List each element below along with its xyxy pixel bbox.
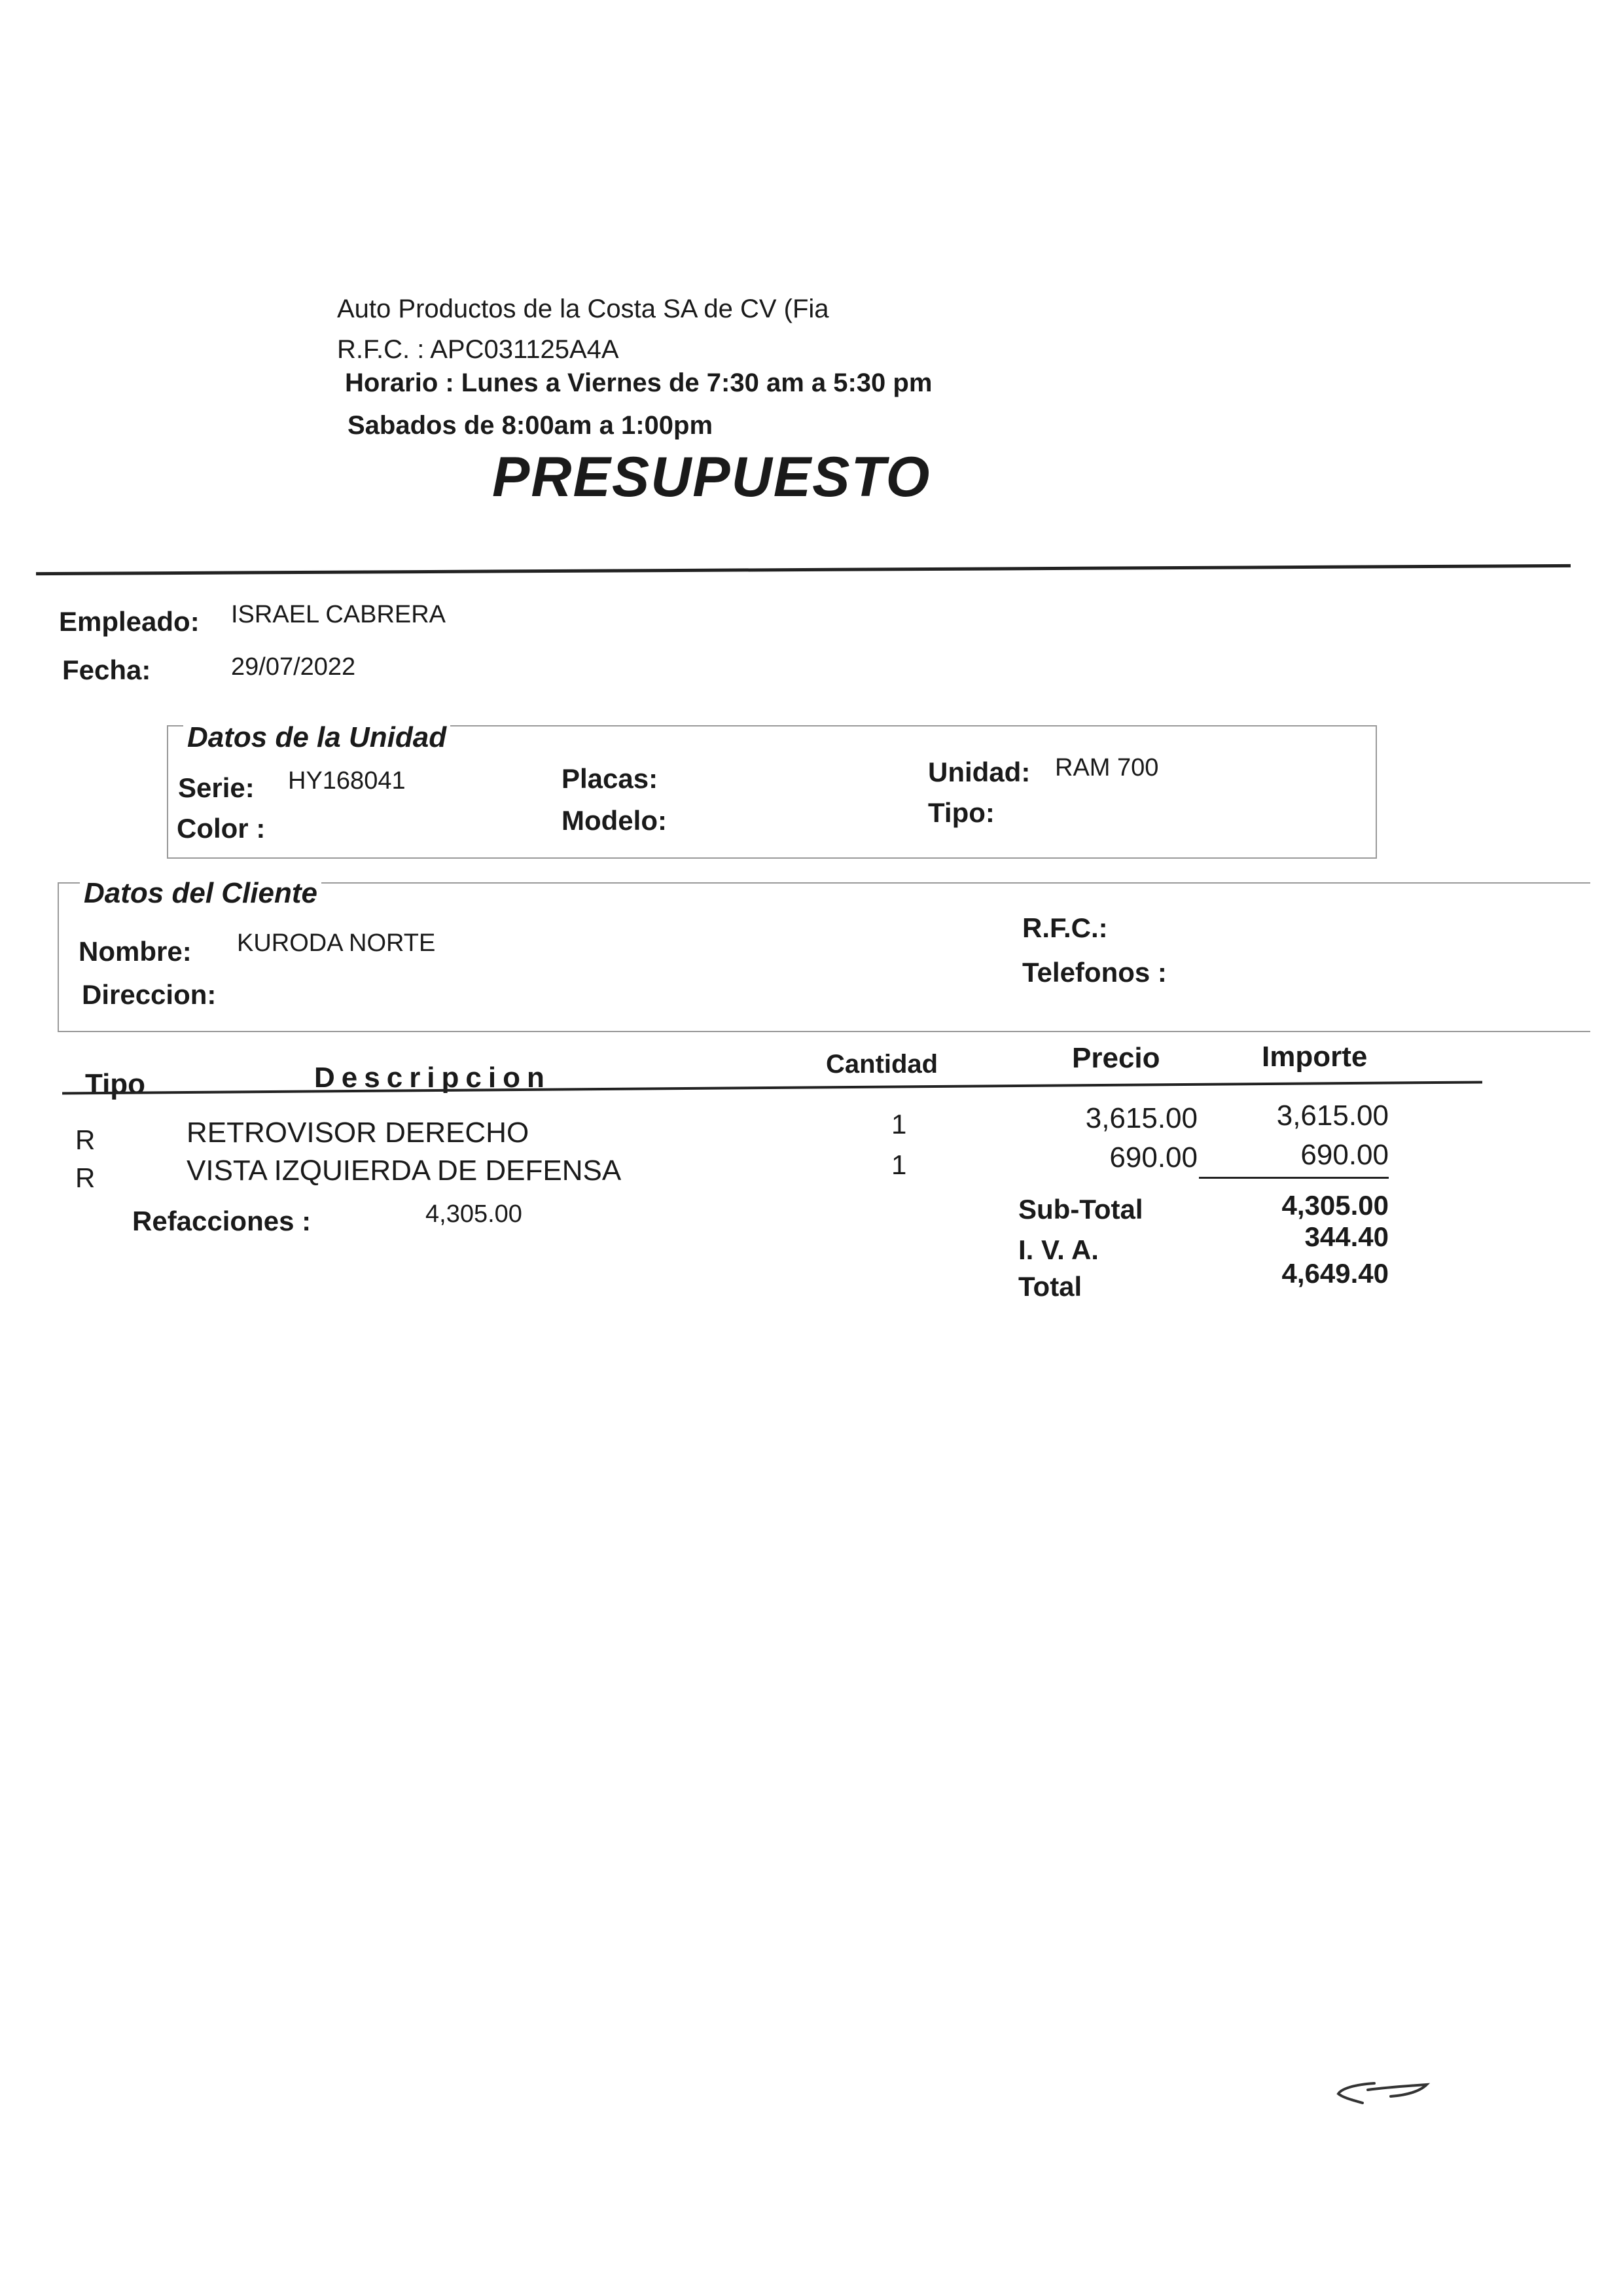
total-value: 4,649.40 <box>1281 1258 1389 1289</box>
telefonos-label: Telefonos : <box>1022 957 1167 988</box>
date-label: Fecha: <box>62 655 151 685</box>
row-importe: 690.00 <box>1300 1139 1389 1171</box>
col-header-precio: Precio <box>1072 1042 1160 1074</box>
modelo-label: Modelo: <box>562 805 667 836</box>
header-divider <box>36 564 1571 575</box>
unidad-value: RAM 700 <box>1055 754 1159 781</box>
row-descripcion: RETROVISOR DERECHO <box>187 1117 529 1149</box>
nombre-value: KURODA NORTE <box>237 929 436 957</box>
direccion-label: Direccion: <box>82 979 217 1010</box>
company-name: Auto Productos de la Costa SA de CV (Fia <box>337 295 829 323</box>
unidad-label: Unidad: <box>928 757 1031 787</box>
employee-value: ISRAEL CABRERA <box>231 601 446 628</box>
row-tipo: R <box>75 1124 96 1155</box>
row-cantidad: 1 <box>891 1149 907 1180</box>
serie-value: HY168041 <box>288 767 406 795</box>
placas-label: Placas: <box>562 763 658 794</box>
unit-section-title: Datos de la Unidad <box>183 721 450 754</box>
row-precio: 690.00 <box>1109 1141 1198 1174</box>
date-value: 29/07/2022 <box>231 653 356 681</box>
refacciones-label: Refacciones : <box>132 1206 312 1236</box>
tipo-label: Tipo: <box>928 797 995 828</box>
total-label: Total <box>1018 1271 1082 1302</box>
iva-value: 344.40 <box>1304 1221 1389 1252</box>
serie-label: Serie: <box>178 772 255 803</box>
subtotal-label: Sub-Total <box>1018 1194 1143 1225</box>
refacciones-value: 4,305.00 <box>425 1200 522 1228</box>
totals-divider <box>1199 1177 1389 1179</box>
client-rfc-label: R.F.C.: <box>1022 912 1108 943</box>
row-descripcion: VISTA IZQUIERDA DE DEFENSA <box>187 1155 622 1187</box>
employee-label: Empleado: <box>59 606 200 637</box>
row-precio: 3,615.00 <box>1085 1102 1198 1134</box>
col-header-descripcion: Descripcion <box>314 1062 551 1094</box>
subtotal-value: 4,305.00 <box>1281 1190 1389 1221</box>
client-section-title: Datos del Cliente <box>80 877 321 910</box>
nombre-label: Nombre: <box>79 936 192 967</box>
document-title: PRESUPUESTO <box>492 446 931 509</box>
company-rfc: R.F.C. : APC031125A4A <box>337 335 619 364</box>
col-header-importe: Importe <box>1262 1041 1368 1073</box>
pen-mark-icon <box>1329 2072 1433 2117</box>
schedule-saturday: Sabados de 8:00am a 1:00pm <box>348 411 713 440</box>
row-importe: 3,615.00 <box>1276 1100 1389 1132</box>
iva-label: I. V. A. <box>1018 1234 1099 1265</box>
row-cantidad: 1 <box>891 1109 907 1139</box>
col-header-cantidad: Cantidad <box>826 1050 938 1079</box>
color-label: Color : <box>177 813 266 844</box>
schedule-weekdays: Horario : Lunes a Viernes de 7:30 am a 5:30 pm <box>345 368 933 397</box>
col-header-tipo: Tipo <box>85 1068 146 1100</box>
table-header-divider <box>62 1081 1482 1094</box>
row-tipo: R <box>75 1162 96 1193</box>
